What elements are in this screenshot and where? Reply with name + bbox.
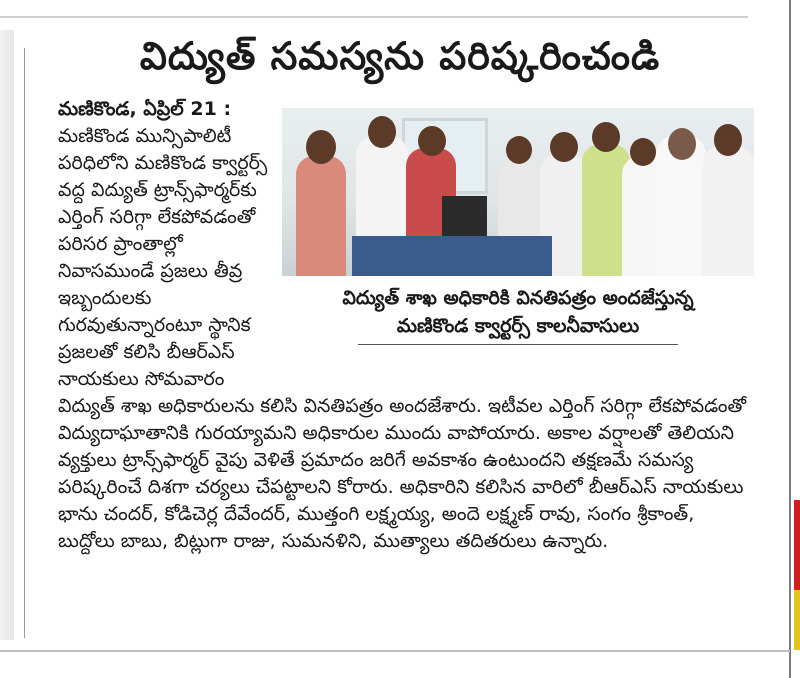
photo-desk bbox=[352, 236, 552, 276]
photo-box bbox=[282, 108, 754, 366]
photo-person bbox=[296, 156, 346, 276]
caption-line-1: విద్యుత్ శాఖ అధికారికి వినతిపత్రం అందజేస్తున్న bbox=[342, 287, 694, 309]
photo-head bbox=[550, 132, 578, 162]
column-divider bbox=[24, 48, 25, 638]
article-body bbox=[58, 96, 748, 555]
dateline: మణికొండ, ఏప్రిల్ 21 : bbox=[58, 98, 232, 120]
photo-machine bbox=[442, 196, 487, 236]
article-text: మణికొండ మున్సిపాలిటీ పరిధిలోని మణికొండ క్వార్టర్స్ వద్ద విద్యుత్ ట్రాన్స్‌ఫార్మర్‌కు ఎర్తింగ్ సరిగ్గా లేకపోవడంతో పరిసర ప్రాంతాల్లో నివాసముండే ప్రజలు తీవ్ర ఇబ్బందులకు గురవుతున్నారంటూ స్థానిక ప్రజలతో కలిసి బీఆర్ఎస్ నాయకులు సోమవారం విద్యుత్ శాఖ అధికారులను కలిసి వినతిపత్రం అందజేశారు. ఇటీవల ఎర్తింగ్ సరిగ్గా లేకపోవడంతో విద్యుదాఘాతానికి గురయ్యామని అధికారుల ముందు వాపోయారు. అకాల వర్షాలతో తెలియని వ్యక్తులు ట్రాన్స్‌ఫార్మర్ వైపు వెళితే ప్రమాదం జరిగే అవకాశం ఉంటుందని తక్షణమే సమస్య పరిష్కరించే దిశగా చర్యలు చేపట్టాలని కోరారు. అధికారిని కలిసిన వారిలో బీఆర్ఎస్ నాయకులు భాను చందర్, కోడిచెర్ల దేవేందర్, ముత్తంగి లక్ష్మయ్య, అందె లక్ష్మణ్ రావు, సంగం శ్రీకాంత్, బుద్దోలు బాబు, బిట్లుగా రాజు, సుమనళిని, ముత్యాలు తదితరులు ఉన్నారు. bbox=[58, 125, 747, 552]
top-rule bbox=[0, 16, 748, 18]
photo-head bbox=[306, 130, 336, 164]
photo-head bbox=[714, 124, 742, 156]
yellow-accent-strip bbox=[794, 590, 800, 650]
red-accent-strip bbox=[794, 500, 800, 590]
photo-head bbox=[368, 116, 396, 148]
right-margin bbox=[752, 0, 800, 678]
adjacent-page-edge bbox=[0, 30, 14, 640]
caption-line-2: మణికొండ క్వార్టర్స్ కాలనీవాసులు bbox=[396, 315, 640, 337]
photo-head bbox=[668, 128, 696, 160]
photo-head bbox=[592, 122, 620, 152]
photo-person bbox=[702, 146, 754, 276]
bottom-rule bbox=[0, 650, 790, 652]
photo-caption bbox=[282, 284, 754, 345]
photo-head bbox=[418, 126, 446, 156]
photo-head bbox=[630, 138, 656, 166]
caption-underline bbox=[358, 344, 678, 345]
right-border bbox=[789, 0, 791, 678]
news-photo bbox=[282, 108, 754, 276]
photo-head bbox=[506, 136, 532, 164]
headline: విద్యుత్ సమస్యను పరిష్కరించండి bbox=[139, 34, 661, 78]
